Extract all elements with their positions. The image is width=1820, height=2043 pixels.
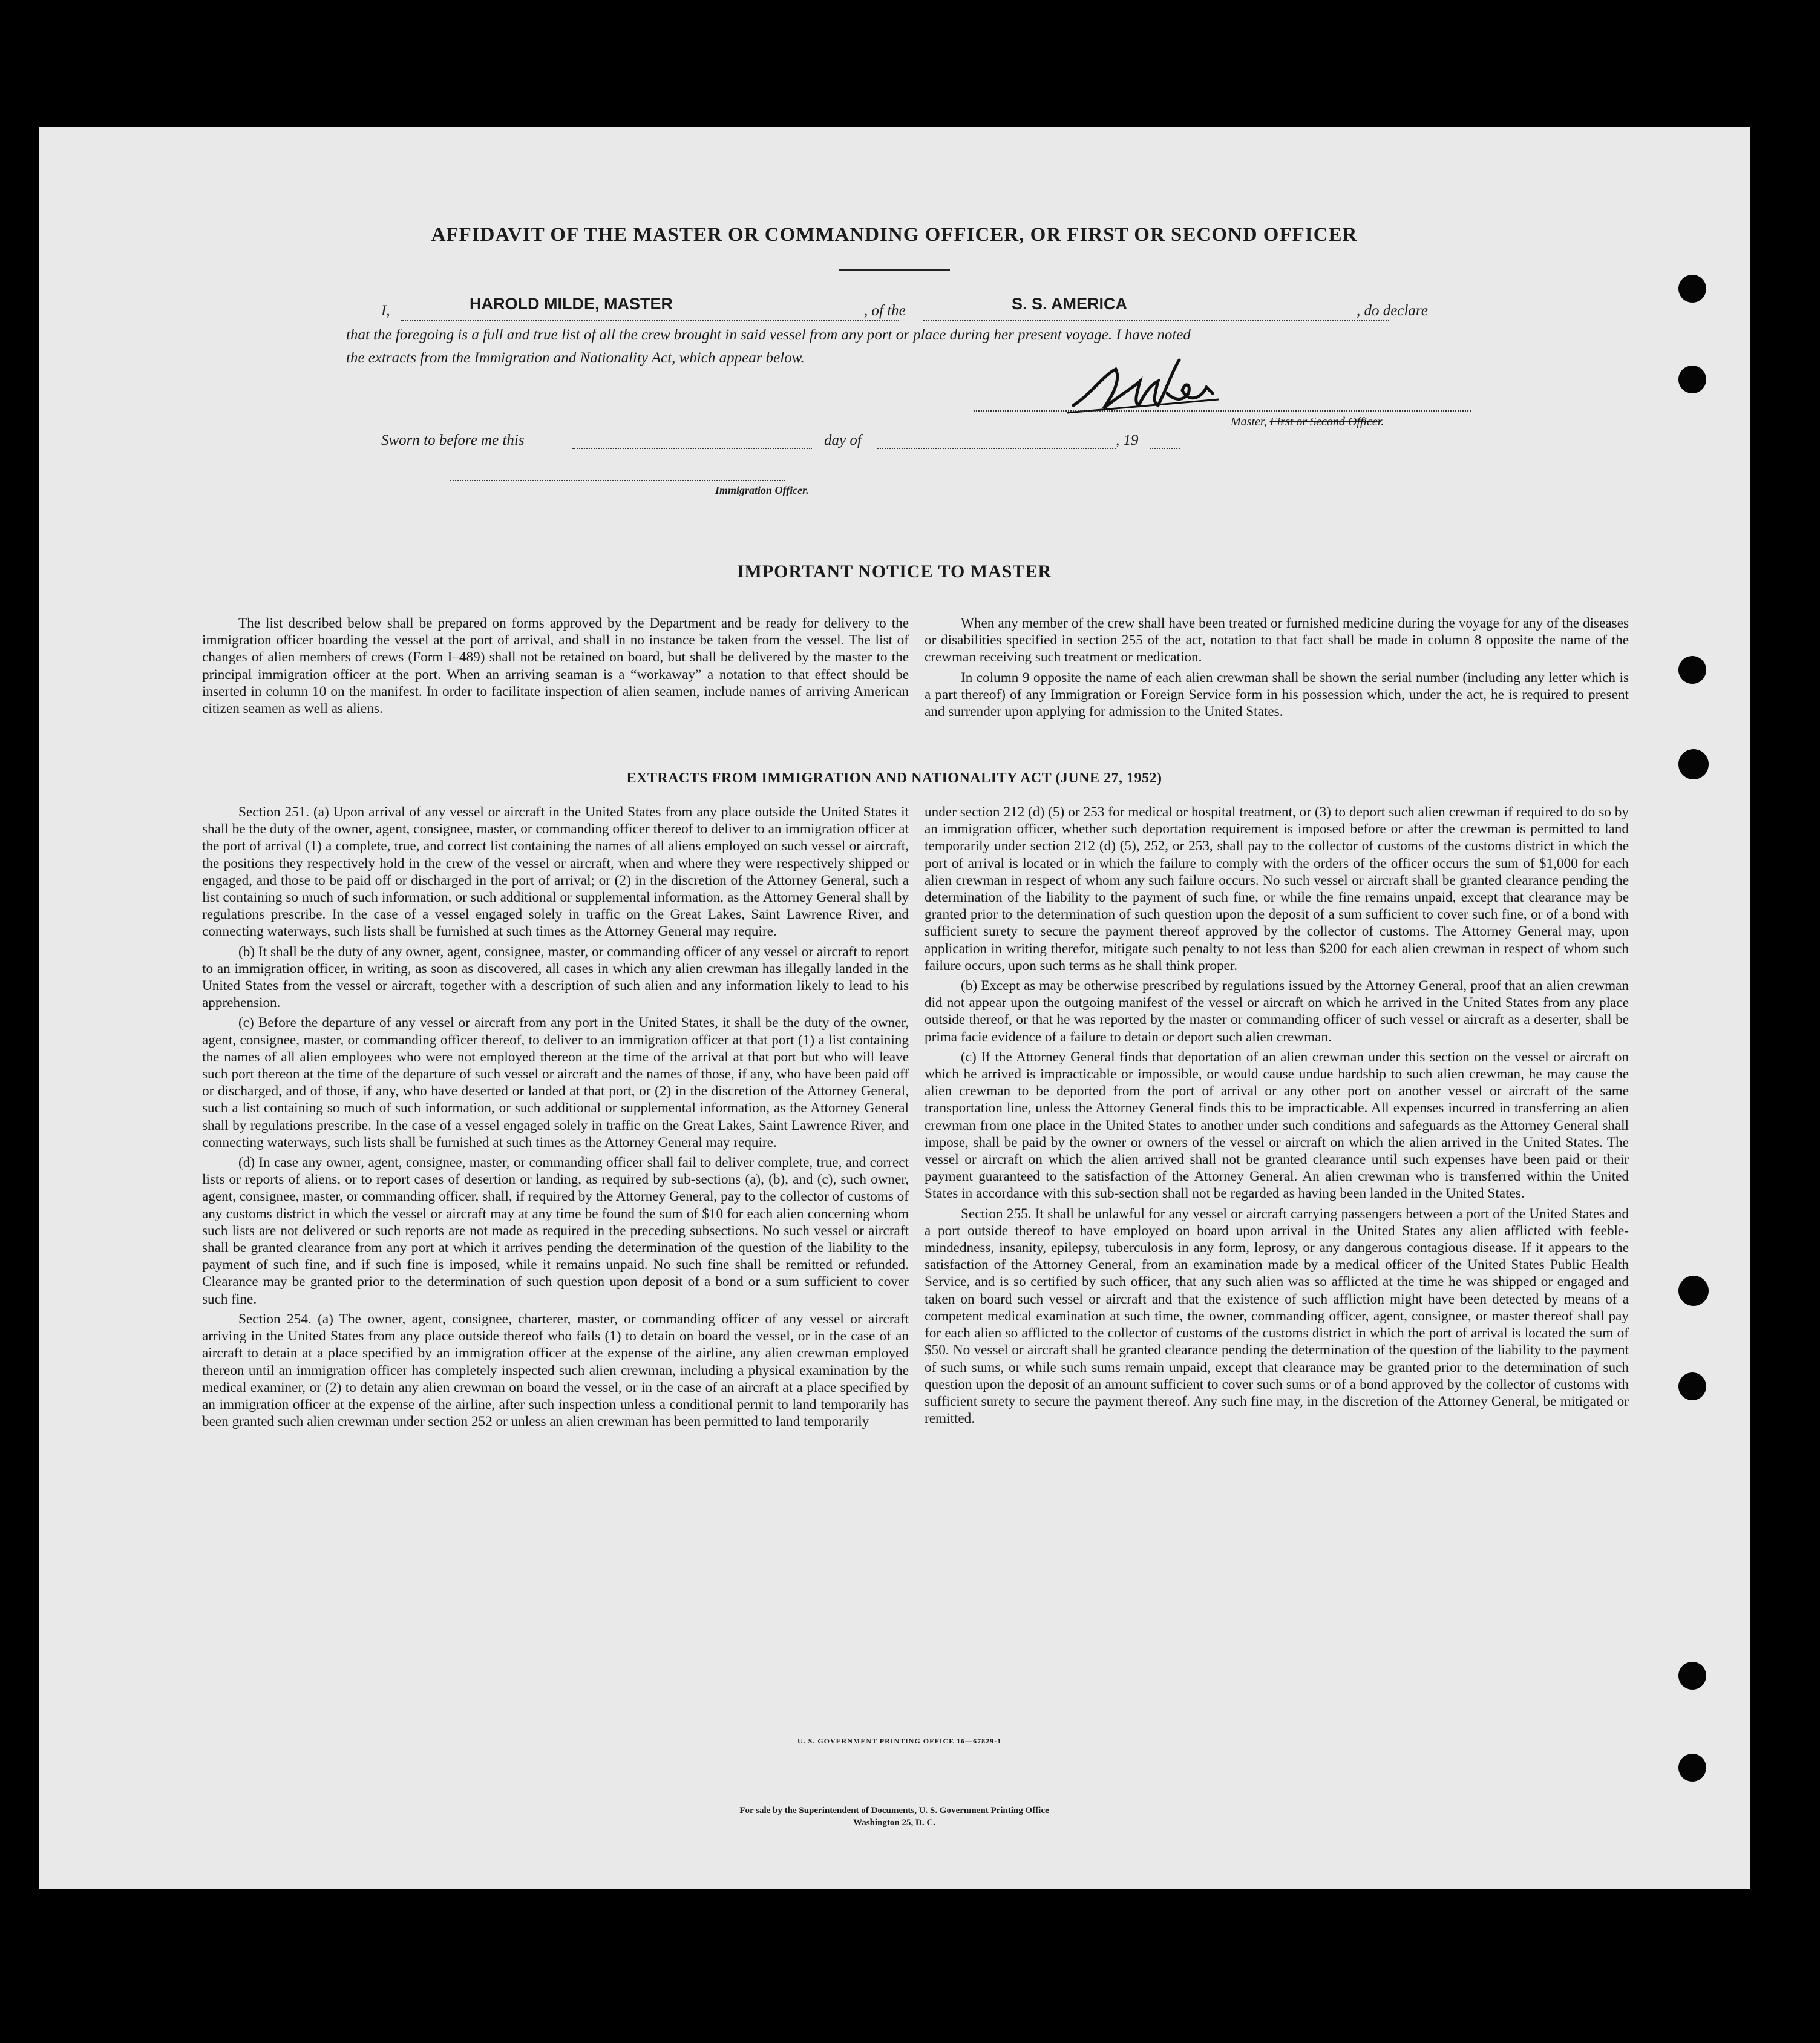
notice-paragraph: In column 9 opposite the name of each alien crewman shall be shown the serial number (including any letter which is a part thereof) of any Immigration or Foreign Service form in his possession which, under the act, he is required to present and surrender upon applying for admission to the United States. xyxy=(925,669,1629,720)
binder-hole xyxy=(1678,656,1706,684)
do-declare-label: , do declare xyxy=(1357,303,1428,319)
extracts-title: EXTRACTS FROM IMMIGRATION AND NATIONALITY ACT (JUNE 27, 1952) xyxy=(626,770,1162,786)
name-line xyxy=(401,320,899,321)
extracts-right-column xyxy=(925,804,1629,1430)
binder-hole xyxy=(1678,1662,1706,1690)
signature-image xyxy=(1067,357,1243,424)
vessel-line xyxy=(923,320,1389,321)
binder-hole xyxy=(1678,1754,1706,1782)
i-label: I, xyxy=(381,303,390,319)
signature-line xyxy=(974,410,1471,412)
section-251-a: Section 251. (a) Upon arrival of any vessel or aircraft in the United States from any place outside the United States it shall be the duty of the owner, agent, consignee, master, or commanding officer thereof to deliver to an immigration officer at the port of arrival (1) a complete, true, and correct list containing the names of all aliens employed on such vessel or aircraft, the positions they respectively hold in the crew of the vessel or aircraft, when and where they were respectively shipped or engaged, and those to be paid off or discharged in the port of arrival; or (2) in the discretion of the Attorney General, such a list containing so much of such information, or such additional or supplemental information, as the Attorney General shall by regulations prescribe. In the case of a vessel engaged solely in traffic on the Great Lakes, Saint Lawrence River, and connecting waterways, such lists shall be furnished at such times as the Attorney General may require. xyxy=(202,804,909,940)
declaration-line-2: the extracts from the Immigration and Nationality Act, which appear below. xyxy=(346,350,805,366)
for-sale-line-1: For sale by the Superintendent of Documents, U. S. Government Printing Office xyxy=(739,1806,1049,1815)
binder-hole xyxy=(1678,1276,1709,1306)
struck-officer-label: First or Second Officer xyxy=(1269,415,1381,428)
section-254-b: (b) Except as may be otherwise prescribed by regulations issued by the Attorney General, proof that an alien crewman did not appear upon the outgoing manifest of the vessel or aircraft on which he arrived in the United States from any place outside thereof, or that he was reported by the master or commanding officer of such vessel or aircraft as a deserter, shall be prima facie evidence of a failure to detain or deport such alien crewman. xyxy=(925,978,1629,1045)
notice-right-column xyxy=(925,615,1629,723)
notice-left-column xyxy=(202,615,909,720)
master-caption xyxy=(1231,415,1384,429)
notice-title: IMPORTANT NOTICE TO MASTER xyxy=(736,562,1052,582)
affidavit-title: AFFIDAVIT OF THE MASTER OR COMMANDING OFFICER, OR FIRST OR SECOND OFFICER xyxy=(431,224,1358,246)
section-254-a: Section 254. (a) The owner, agent, consignee, charterer, master, or commanding officer of any vessel or aircraft arriving in the United States from any place outside thereof who fails (1) to detain on board the vessel, or in the case of an aircraft to detain at a place specified by an immigration officer at the expense of the airline, any alien crewman employed thereon until an immigration officer has completely inspected such alien crewman, including a physical examination by the medical examiner, or (2) to detain any alien crewman on board the vessel, or in the case of an aircraft at a place specified by an immigration officer at the expense of the airline, after such inspection unless a conditional permit to land temporarily has been granted such alien crewman under section 252 or unless an alien crewman has been permitted to land temporarily xyxy=(202,1311,909,1430)
immigration-officer-label: Immigration Officer. xyxy=(715,484,809,496)
binder-hole xyxy=(1678,749,1709,779)
section-254-c: (c) If the Attorney General finds that deportation of an alien crewman under this section on the vessel or aircraft on which he arrived is impracticable or impossible, or would cause undue hardship to such alien crewman, he may cause the alien crewman to be deported from the port of arrival or any other port on another vessel or aircraft of the same transportation line, unless the Attorney General finds this to be impracticable. All expenses incurred in transferring an alien crewman from one place in the United States to another under such conditions and safeguards as the Attorney General shall impose, shall be paid by the owner or owners of the vessel or aircraft on which the alien arrived in the United States. The vessel or aircraft on which the alien arrived shall not be granted clearance until such expenses have been paid or their payment guaranteed to the satisfaction of the Attorney General. An alien crewman who is transferred within the United States in accordance with this sub-section shall not be regarded as having been landed in the United States. xyxy=(925,1049,1629,1202)
sworn-label: Sworn to before me this xyxy=(381,432,525,448)
binder-hole xyxy=(1678,366,1706,393)
extracts-left-column xyxy=(202,804,909,1433)
month-line xyxy=(877,448,1116,449)
of-the-label: , of the xyxy=(864,303,906,319)
sworn-date-line xyxy=(572,448,812,449)
title-divider xyxy=(839,269,950,271)
notice-paragraph: When any member of the crew shall have been treated or furnished medicine during the voyage for any of the diseases or disabilities specified in section 255 of the act, notation to that fact shall be made in column 8 opposite the name of the crewman receiving such treatment or medication. xyxy=(925,615,1629,666)
for-sale-line-2: Washington 25, D. C. xyxy=(853,1818,935,1828)
binder-hole xyxy=(1678,1372,1706,1400)
section-255: Section 255. It shall be unlawful for any vessel or aircraft carrying passengers between a port of the United States and a port outside thereof to have employed on board upon arrival in the United States any alien afflicted with feeble-mindedness, insanity, epilepsy, tuberculosis in any form, leprosy, or any dangerous contagious disease. If it appears to the satisfaction of the Attorney General, from an examination made by a medical officer of the United States Public Health Service, and is so certified by such officer, that any such alien was so afflicted at the time he was shipped or engaged and taken on board such vessel or aircraft and that the existence of such affliction might have been detected by means of a competent medical examination at such time, the owner, commanding officer, agent, consignee, or master thereof shall pay for each alien so afflicted to the collector of customs of the customs district in which the port of arrival is located the sum of $50. No vessel or aircraft shall be granted clearance pending the determination of the question of the liability to the payment of such sums, or while such sums remain unpaid, except that clearance may be granted prior to the determination of such question upon the deposit of an amount sufficient to cover such sums or of a bond approved by the collector of customs with sufficient surety to secure the payment thereof. Any such fine may, in the discretion of the Attorney General, be mitigated or remitted. xyxy=(925,1205,1629,1427)
section-251-c: (c) Before the departure of any vessel or aircraft from any port in the United States, it shall be the duty of the owner, agent, consignee, master, or commanding officer thereof, to deliver to an immigration officer at that port (1) a list containing the names of all alien employees who were not employed thereon at the time of the arrival at that port but who will leave such port thereon at the time of the departure of such vessel or aircraft and the names of those, if any, who have been paid off or discharged, and of those, if any, who have deserted or landed at that port, or (2) in the discretion of the Attorney General, such a list containing so much of such information, or such additional or supplemental information, as the Attorney General shall by regulations prescribe. In the case of a vessel engaged solely in traffic on the Great Lakes, Saint Lawrence River, and connecting waterways, such lists shall be furnished at such times as the Attorney General may require. xyxy=(202,1015,909,1150)
master-label: Master, xyxy=(1231,415,1267,428)
section-251-d: (d) In case any owner, agent, consignee, master, or commanding officer shall fail to deliver complete, true, and correct lists or reports of aliens, or to report cases of desertion or landing, as required by sub-sections (a), (b), and (c), such owner, agent, consignee, master, or commanding officer, shall, if required by the Attorney General, pay to the collector of customs of any customs district in which the vessel or aircraft may at any time be found the sum of $10 for each alien concerning whom such lists are not delivered or such reports are not made as required in the preceding subsections. No such vessel or aircraft shall be granted clearance from any port at which it arrives pending the determination of the question of the liability to the payment of such fine, and if such fine is imposed, while it remains unpaid. No such fine shall be remitted or refunded. Clearance may be granted prior to the determination of such question upon deposit of a bond or a sum sufficient to cover such fine. xyxy=(202,1155,909,1307)
officer-signature-line xyxy=(450,480,785,481)
year-line xyxy=(1150,448,1180,449)
master-label-end: . xyxy=(1381,415,1384,428)
vessel-name-value: S. S. AMERICA xyxy=(1012,295,1128,313)
day-of-label: day of xyxy=(824,432,862,448)
declaration-line-1: that the foregoing is a full and true list of all the crew brought in said vessel from any port or place during her present voyage. I have noted xyxy=(346,327,1191,343)
section-251-b: (b) It shall be the duty of any owner, agent, consignee, master, or commanding officer of any vessel or aircraft to report to an immigration officer, in writing, as soon as discovered, all cases in which any alien crewman has illegally landed in the United States from the vessel or aircraft, together with a description of such alien and any information likely to lead to his apprehension. xyxy=(202,943,909,1011)
master-name-value: HAROLD MILDE, MASTER xyxy=(470,295,673,313)
year-label: , 19 xyxy=(1116,432,1139,448)
notice-paragraph: The list described below shall be prepared on forms approved by the Department and be ready for delivery to the immigration officer boarding the vessel at the port of arrival, and shall in no instance be taken from the vessel. The list of changes of alien members of crews (Form I–489) shall not be retained on board, but shall be delivered by the master to the principal immigration officer at the port. When an arriving seaman is a “workaway” a notation to that effect should be inserted in column 10 on the manifest. In order to facilitate inspection of alien seamen, include names of arriving American citizen seamen as well as aliens. xyxy=(202,615,909,717)
document-page xyxy=(39,127,1750,1889)
printing-office-code: U. S. GOVERNMENT PRINTING OFFICE 16—67829-1 xyxy=(797,1737,1002,1745)
section-254-a-continued: under section 212 (d) (5) or 253 for medical or hospital treatment, or (3) to deport such alien crewman if required to do so by an immigration officer, whether such deportation requirement is imposed before or after the crewman is permitted to land temporarily under section 212 (d) (5), 252, or 253, shall pay to the collector of customs of the customs district in which the port of arrival is located or in which the failure to comply with the orders of the officer occurs the sum of $1,000 for each alien crewman in respect of whom any such failure occurs. No such vessel or aircraft shall be granted clearance pending the determination of the liability to the payment of such fine, or while the fine remains unpaid, except that clearance may be granted prior to the determination of such question upon the deposit of a sum sufficient to cover such fine, or of a bond with sufficient surety to secure the payment thereof approved by the collector of customs. The Attorney General may, upon application in writing therefor, mitigate such penalty to not less than $200 for each alien crewman in respect of whom such failure occurs, upon such terms as he shall think proper. xyxy=(925,804,1629,974)
binder-hole xyxy=(1678,275,1706,303)
